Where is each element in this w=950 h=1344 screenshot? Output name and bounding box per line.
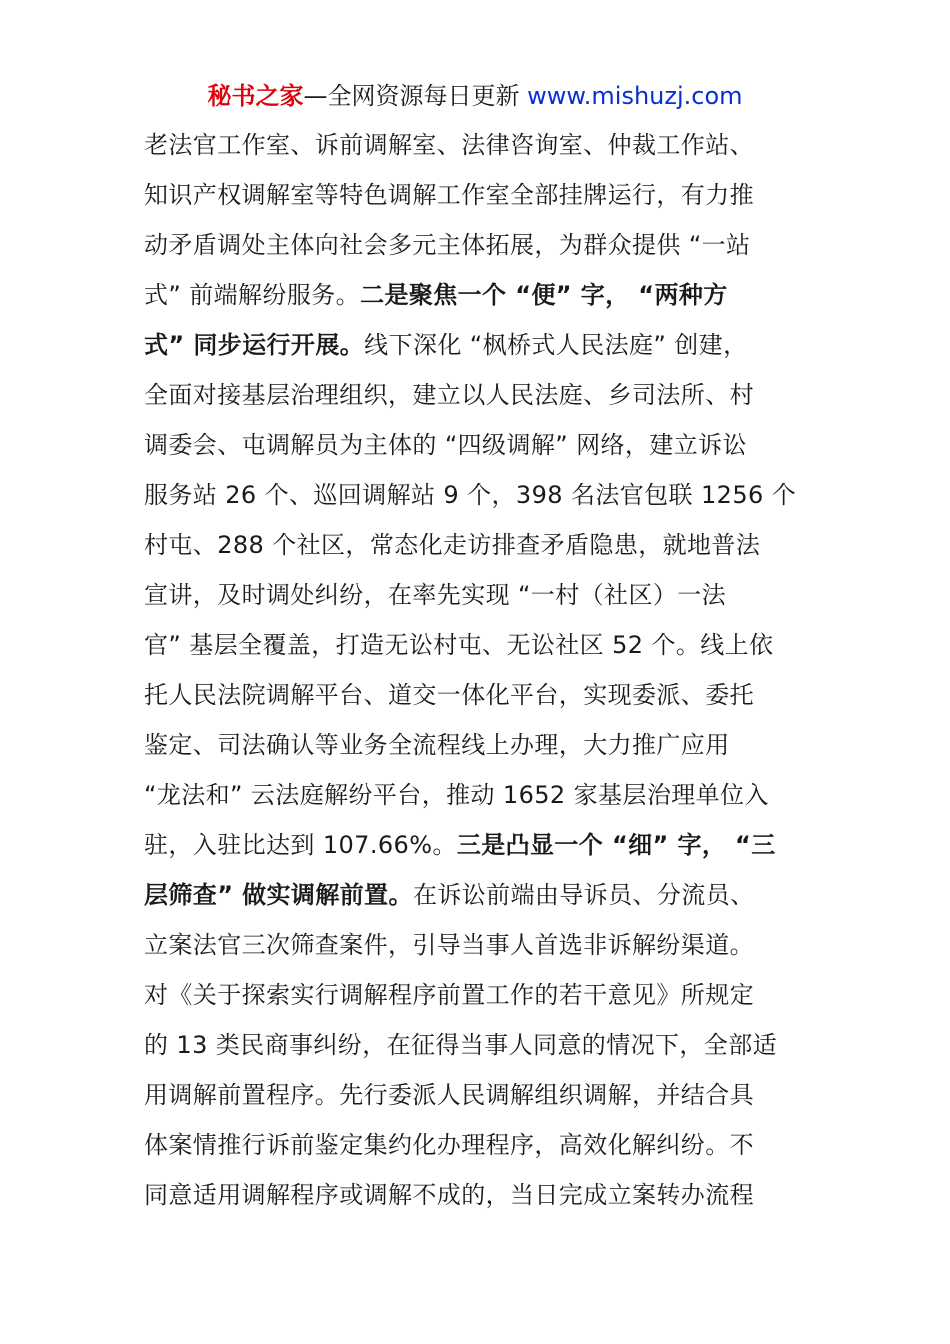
text-line bbox=[144, 920, 814, 970]
text-line bbox=[144, 720, 814, 770]
text-line bbox=[144, 870, 814, 920]
text-line bbox=[144, 1020, 814, 1070]
text-segment: 托人民法院调解平台、道交一体化平台，实现委派、委托 bbox=[144, 681, 754, 709]
text-line bbox=[144, 220, 814, 270]
text-line bbox=[144, 970, 814, 1020]
text-segment: 对《关于探索实行调解程序前置工作的若干意见》所规定 bbox=[144, 981, 754, 1009]
bold-text-segment: 式” 同步运行开展。 bbox=[144, 331, 365, 359]
text-line bbox=[144, 470, 814, 520]
text-line bbox=[144, 270, 814, 320]
text-segment: 全面对接基层治理组织，建立以人民法庭、乡司法所、村 bbox=[144, 381, 754, 409]
text-line bbox=[144, 670, 814, 720]
text-line bbox=[144, 820, 814, 870]
bold-text-segment: 二是聚焦一个 “便” 字， “两种方 bbox=[360, 281, 728, 309]
text-segment: 立案法官三次筛查案件，引导当事人首选非诉解纷渠道。 bbox=[144, 931, 754, 959]
header-slogan: —全网资源每日更新 bbox=[303, 82, 520, 110]
text-line bbox=[144, 770, 814, 820]
text-line bbox=[144, 1120, 814, 1170]
text-segment: 老法官工作室、诉前调解室、法律咨询室、仲裁工作站、 bbox=[144, 131, 754, 159]
text-line bbox=[144, 120, 814, 170]
text-segment: 官” 基层全覆盖，打造无讼村屯、无讼社区 52 个。线上依 bbox=[144, 631, 774, 659]
text-segment: 线下深化 “枫桥式人民法庭” 创建， bbox=[364, 331, 748, 359]
text-line bbox=[144, 420, 814, 470]
text-segment: 知识产权调解室等特色调解工作室全部挂牌运行，有力推 bbox=[144, 181, 754, 209]
text-segment: 的 13 类民商事纠纷，在征得当事人同意的情况下，全部适 bbox=[144, 1031, 777, 1059]
text-segment: 鉴定、司法确认等业务全流程线上办理，大力推广应用 bbox=[144, 731, 730, 759]
text-segment: 驻，入驻比达到 107.66%。 bbox=[144, 831, 457, 859]
site-header bbox=[0, 80, 950, 112]
bold-text-segment: 层筛查” 做实调解前置。 bbox=[144, 881, 413, 909]
text-segment: 用调解前置程序。先行委派人民调解组织调解，并结合具 bbox=[144, 1081, 754, 1109]
text-line bbox=[144, 570, 814, 620]
brand-name: 秘书之家 bbox=[207, 82, 304, 110]
bold-text-segment: 三是凸显一个 “细” 字， “三 bbox=[456, 831, 776, 859]
text-segment: 动矛盾调处主体向社会多元主体拓展，为群众提供 “一站 bbox=[144, 231, 751, 259]
text-segment: 服务站 26 个、巡回调解站 9 个，398 名法官包联 1256 个 bbox=[144, 481, 797, 509]
text-segment: 在诉讼前端由导诉员、分流员、 bbox=[412, 881, 755, 909]
text-segment: 式” 前端解纷服务。 bbox=[144, 281, 361, 309]
text-segment: 同意适用调解程序或调解不成的，当日完成立案转办流程 bbox=[144, 1181, 754, 1209]
text-segment: 村屯、288 个社区，常态化走访排查矛盾隐患，就地普法 bbox=[144, 531, 761, 559]
text-segment: 宣讲，及时调处纠纷，在率先实现 “一村（社区）一法 bbox=[144, 581, 727, 609]
text-line bbox=[144, 370, 814, 420]
text-line bbox=[144, 1070, 814, 1120]
text-segment: 体案情推行诉前鉴定集约化办理程序，高效化解纠纷。不 bbox=[144, 1131, 754, 1159]
text-segment: “龙法和” 云法庭解纷平台，推动 1652 家基层治理单位入 bbox=[144, 781, 769, 809]
document-body bbox=[144, 120, 814, 1220]
text-line bbox=[144, 170, 814, 220]
site-url-link[interactable]: www.mishuzj.com bbox=[527, 82, 743, 110]
text-line bbox=[144, 320, 814, 370]
text-segment: 调委会、屯调解员为主体的 “四级调解” 网络，建立诉讼 bbox=[144, 431, 747, 459]
text-line bbox=[144, 1170, 814, 1220]
text-line bbox=[144, 620, 814, 670]
text-line bbox=[144, 520, 814, 570]
